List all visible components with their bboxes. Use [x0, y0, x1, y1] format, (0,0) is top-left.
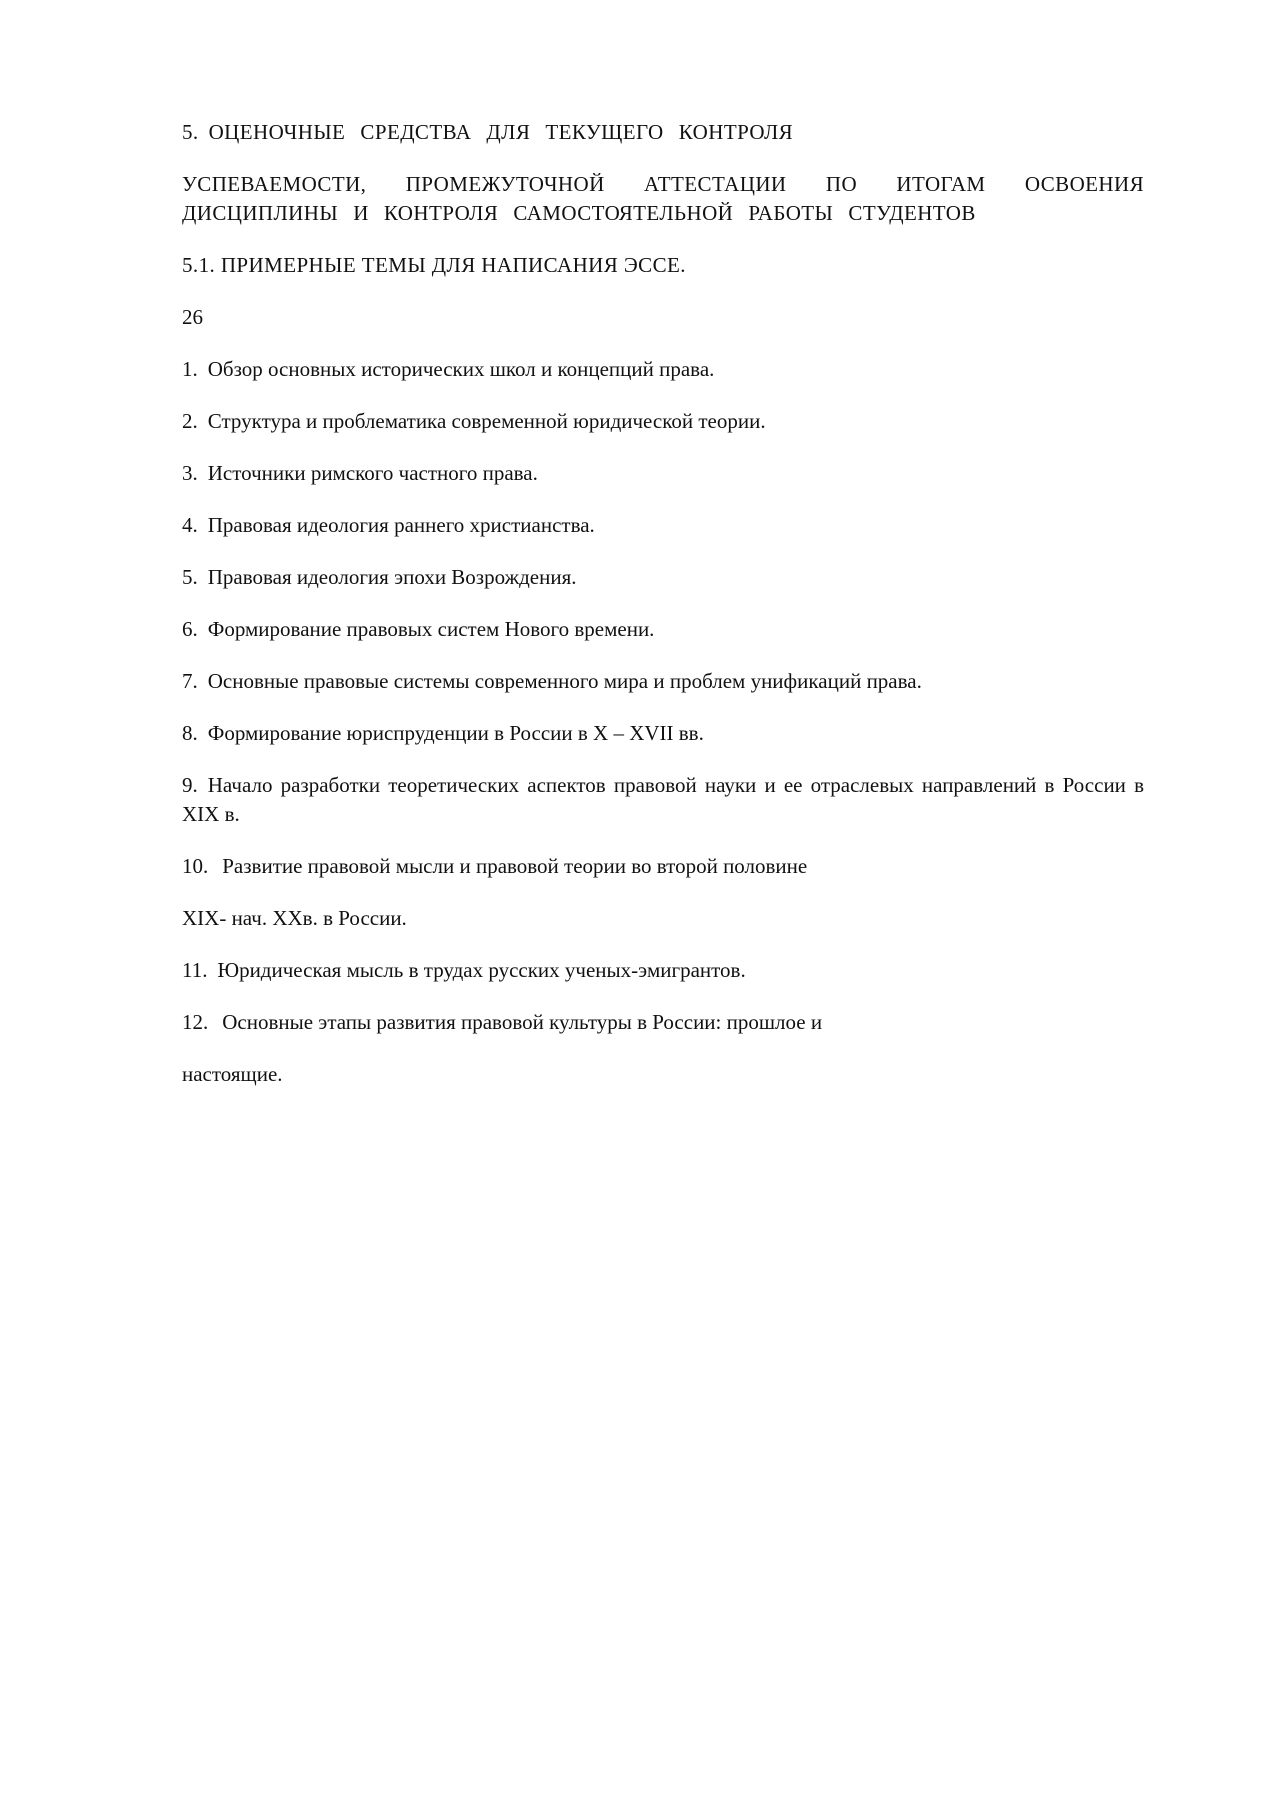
list-item-text: Юридическая мысль в трудах русских ученых-эмигрантов. [217, 958, 746, 982]
list-item [182, 563, 1144, 592]
essay-topics-list [182, 355, 1144, 1089]
list-item [182, 852, 1144, 881]
list-item-number: 6. [182, 617, 198, 641]
subsection-heading: 5.1. ПРИМЕРНЫЕ ТЕМЫ ДЛЯ НАПИСАНИЯ ЭССЕ. [182, 253, 686, 277]
list-item [182, 719, 1144, 748]
list-item-number: 5. [182, 565, 198, 589]
list-item-text: Начало разработки теоретических аспектов правовой науки и ее отраслевых направлений в России в XIX в. [182, 773, 1144, 826]
list-item-continuation: настоящие. [182, 1062, 283, 1086]
list-item [182, 956, 1144, 985]
list-item [182, 355, 1144, 384]
list-item-number: 11. [182, 958, 208, 982]
list-item-text: Развитие правовой мысли и правовой теории во второй половине [222, 854, 808, 878]
list-item [182, 615, 1144, 644]
list-item-number: 4. [182, 513, 198, 537]
list-item-number: 10. [182, 854, 209, 878]
list-item-number: 12. [182, 1010, 209, 1034]
list-item-number: 2. [182, 409, 198, 433]
section-heading [182, 118, 1144, 147]
document-body [182, 118, 1144, 1112]
list-item-text: Основные правовые системы современного мира и проблем унификаций права. [207, 669, 922, 693]
section-heading-number: 5. [182, 120, 199, 144]
list-item-text: Основные этапы развития правовой культуры в России: прошлое и [222, 1010, 823, 1034]
list-item-number: 9. [182, 773, 198, 797]
list-item-number: 7. [182, 669, 198, 693]
list-item [182, 1008, 1144, 1037]
list-item-text: Источники римского частного права. [207, 461, 538, 485]
list-item [182, 771, 1144, 829]
list-item-text: Правовая идеология раннего христианства. [207, 513, 595, 537]
section-heading-line1: ОЦЕНОЧНЫЕ СРЕДСТВА ДЛЯ ТЕКУЩЕГО КОНТРОЛЯ [208, 120, 794, 144]
page-number: 26 [182, 305, 203, 329]
list-item-number: 1. [182, 357, 198, 381]
list-item-text: Правовая идеология эпохи Возрождения. [207, 565, 577, 589]
list-item-number: 8. [182, 721, 198, 745]
list-item [182, 407, 1144, 436]
list-item [182, 459, 1144, 488]
list-item-continuation: XIX- нач. XXв. в России. [182, 906, 407, 930]
list-item-text: Обзор основных исторических школ и концепций права. [207, 357, 715, 381]
list-item-text: Структура и проблематика современной юридической теории. [207, 409, 766, 433]
list-item [182, 511, 1144, 540]
list-item [182, 667, 1144, 696]
section-heading-continued: УСПЕВАЕМОСТИ, ПРОМЕЖУТОЧНОЙ АТТЕСТАЦИИ ПО ИТОГАМ ОСВОЕНИЯ ДИСЦИПЛИНЫ И КОНТРОЛЯ САМОСТОЯТЕЛЬНОЙ РАБОТЫ СТУДЕНТОВ [182, 172, 1144, 225]
list-item-text: Формирование правовых систем Нового времени. [207, 617, 655, 641]
list-item-text: Формирование юриспруденции в России в X – XVII вв. [207, 721, 704, 745]
list-item-number: 3. [182, 461, 198, 485]
